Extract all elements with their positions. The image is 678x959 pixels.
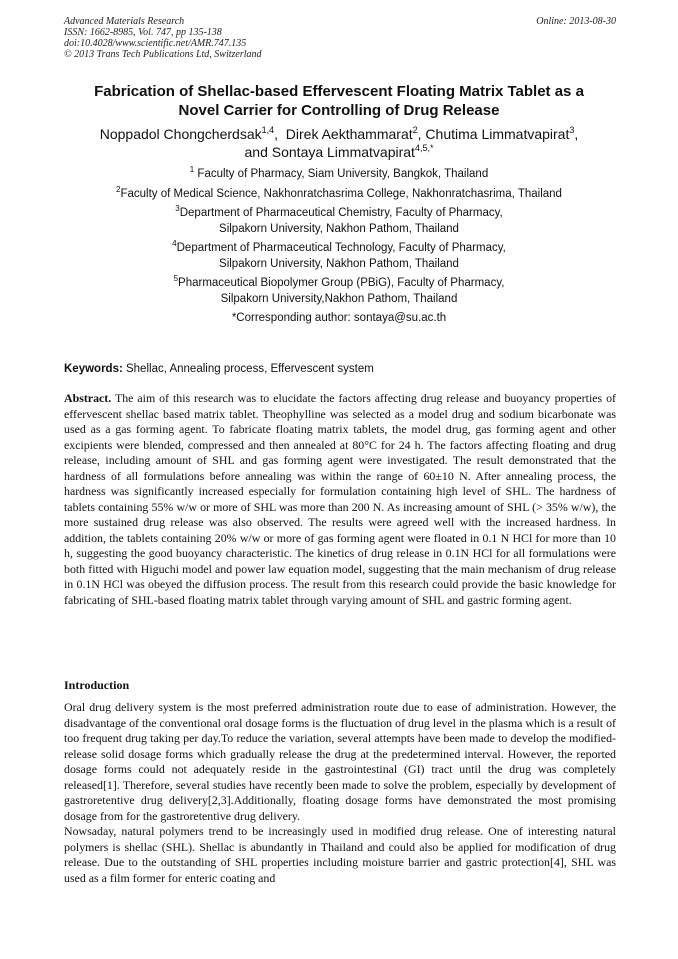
affil-sup: 3 bbox=[175, 204, 180, 213]
abstract bbox=[64, 391, 616, 608]
affiliation bbox=[40, 241, 638, 272]
keywords-text: Shellac, Annealing process, Effervescent system bbox=[122, 363, 374, 375]
affil-sup: 2 bbox=[116, 184, 121, 194]
affil-sup: 4 bbox=[172, 239, 177, 248]
affiliation-list bbox=[40, 167, 638, 327]
title-line-1: Fabrication of Shellac-based Effervescent Floating Matrix Tablet as a bbox=[94, 83, 584, 100]
keywords-label: Keywords: bbox=[64, 363, 123, 375]
abstract-text: The aim of this research was to elucidate the factors affecting drug release and buoyancy properties of effervescent shellac based matrix tablet. Theophylline was selected as a model drug and sodium bicarbonate was used as a gas forming agent. To fabricate floating matrix tablets, the model drug, gas forming agent and other excipients were blended, compressed and then annealed at 80°C for 24 h. The factors affecting floating and drug release, including amount of SHL and gas forming agent were investigated. The result demonstrated that the hardness of all formulations before annealing was within the range of 60±10 N. After annealing process, the hardness was significantly increased especially for formulation containing high level of SHL. The hardness of tablets containing 55% w/w or more of SHL was more than 200 N. As increasing amount of SHL (> 35% w/w), the more sustained drug release was also observed. The results were agreed well with the increased hardness. In addition, the tablets containing 20% w/w or more of gas forming agent were floated in 0.1 N HCl for more than 10 h, suggesting the good buoyancy characteristic. The kinetics of drug release in 0.1N HCl for all formulations were both fitted with Higuchi model and power law equation model, suggesting that the main mechanism of drug release in 0.1N HCl was obeyed the diffusion process. The result from this research could provide the basic knowledge for fabricating of SHL-based floating matrix tablet through varying amount of SHL and gastric forming agent. bbox=[64, 391, 616, 607]
affil-line: Department of Pharmaceutical Chemistry, Faculty of Pharmacy, bbox=[179, 207, 503, 219]
paragraph: Nowsaday, natural polymers trend to be increasingly used in modified drug release. One of interesting natural polymers is shellac (SHL). Shellac is abundantly in Thailand and could also be applied for modification of drug release. Due to the outstanding of SHL properties including moisture barrier and gastric protection[4], SHL was used as a film former for enteric coating and bbox=[64, 824, 616, 885]
author-affil-sup: 4,5,* bbox=[414, 143, 434, 153]
paper-title bbox=[40, 82, 638, 120]
section-heading-introduction: Introduction bbox=[64, 678, 130, 692]
affil-line: Silpakorn University,Nakhon Pathom, Thailand bbox=[220, 292, 458, 305]
affil-sup: 1 bbox=[189, 165, 195, 174]
copyright-line: © 2013 Trans Tech Publications Ltd, Switzerland bbox=[64, 49, 262, 60]
online-date: Online: 2013-08-30 bbox=[536, 16, 616, 27]
author-name: Direk Aekthammarat bbox=[285, 126, 413, 142]
journal-name: Advanced Materials Research bbox=[64, 16, 185, 27]
journal-header bbox=[64, 16, 616, 60]
affil-line: Silpakorn University, Nakhon Pathom, Thailand bbox=[219, 222, 459, 235]
affil-line: Faculty of Medical Science, Nakhonratchasrima College, Nakhonratchasrima, Thailand bbox=[120, 187, 562, 200]
affil-line: Silpakorn University, Nakhon Pathom, Thailand bbox=[219, 257, 459, 270]
affil-line: Faculty of Pharmacy, Siam University, Bangkok, Thailand bbox=[194, 168, 489, 180]
affil-line: Department of Pharmaceutical Technology, Faculty of Pharmacy, bbox=[176, 242, 506, 254]
doi-line: doi:10.4028/www.scientific.net/AMR.747.135 bbox=[64, 38, 247, 49]
author-affil-sup: 2 bbox=[412, 125, 418, 135]
title-line-2: Novel Carrier for Controlling of Drug Release bbox=[178, 102, 500, 119]
affil-sup: 5 bbox=[173, 274, 179, 283]
affil-line: Pharmaceutical Biopolymer Group (PBiG), Faculty of Pharmacy, bbox=[178, 277, 505, 289]
author-name: and Sontaya Limmatvapirat bbox=[244, 144, 415, 160]
author-affil-sup: 3 bbox=[569, 125, 575, 135]
affiliation bbox=[40, 276, 638, 307]
affiliation bbox=[40, 206, 638, 237]
author-affil-sup: 1,4 bbox=[261, 125, 275, 135]
issn-line: ISSN: 1662-8985, Vol. 747, pp 135-138 bbox=[64, 27, 222, 38]
keywords bbox=[64, 362, 616, 377]
affiliation bbox=[40, 184, 638, 203]
author-name: Noppadol Chongcherdsak bbox=[99, 126, 262, 142]
corresponding-author: *Corresponding author: sontaya@su.ac.th bbox=[231, 312, 447, 324]
author-list bbox=[40, 125, 638, 161]
author-sep: , bbox=[417, 126, 426, 142]
abstract-label: Abstract. bbox=[64, 391, 112, 405]
affiliation bbox=[40, 167, 638, 183]
author-sep: , bbox=[274, 126, 286, 142]
introduction-body bbox=[64, 700, 616, 886]
paragraph: Oral drug delivery system is the most preferred administration route due to ease of administration. However, the disadvantage of the conventional oral dosage forms is the fluctuation of drug level in the plasma which is a result of too frequent drug taking per day.To reduce the variation, several attempts have been made to develop the modified-release solid dosage forms which gradually release the drug at the predetermined interval. However, the reported dosage forms could not adequately reside in the gastrointestinal (GI) tract until the drug was completely released[1]. Therefore, several studies have recently been made to solve the problem, especially by development of gastroretentive drug delivery[2,3].Additionally, floating dosage forms have demonstrated the most promising dosage from for the gastroretentive drug delivery. bbox=[64, 700, 616, 823]
author-name: Chutima Limmatvapirat bbox=[425, 126, 570, 142]
author-sep: , bbox=[574, 126, 579, 142]
